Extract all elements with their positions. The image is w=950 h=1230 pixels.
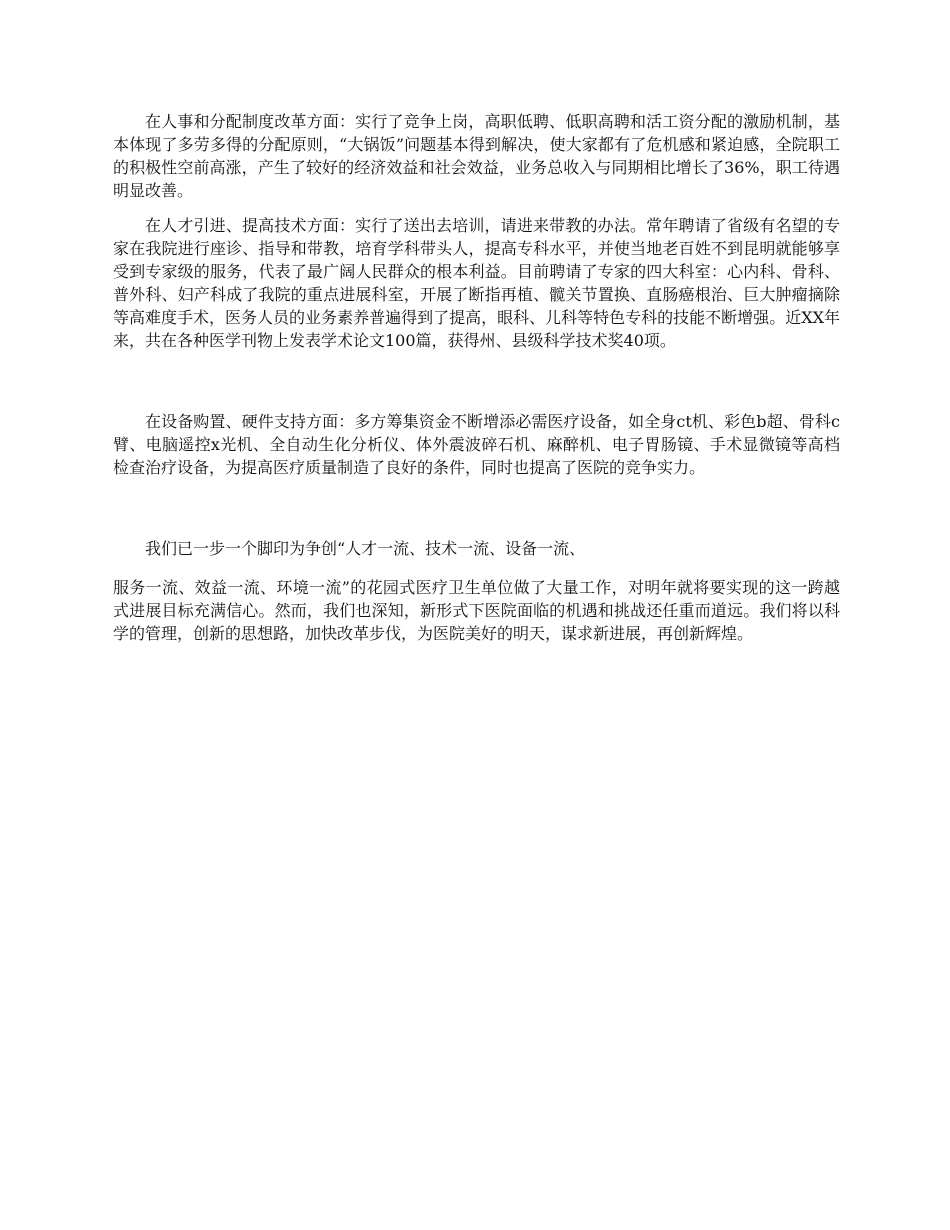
paragraph-personnel-reform: 在人事和分配制度改革方面：实行了竞争上岗，高职低聘、低职高聘和活工资分配的激励机制，基本体现了多劳多得的分配原则，“大锅饭”问题基本得到解决，使大家都有了危机感和紧迫感，全院职工的积极性空前高涨，产生了较好的经济效益和社会效益，业务总收入与同期相比增长了36%，职工待遇明显改善。 — [113, 112, 840, 200]
paragraph-goal-continuation: 服务一流、效益一流、环境一流”的花园式医疗卫生单位做了大量工作，对明年就将要实现的这一跨越式进展目标充满信心。然而，我们也深知，新形式下医院面临的机遇和挑战还任重而道远。我们将以科学的管理，创新的思想路，加快改革步伐，为医院美好的明天，谋求新进展，再创新辉煌。 — [113, 578, 840, 643]
paragraph-talent-technology: 在人才引进、提高技术方面：实行了送出去培训，请进来带教的办法。常年聘请了省级有名望的专家在我院进行座诊、指导和带教，培育学科带头人，提高专科水平，并使当地老百姓不到昆明就能够享受到专家级的服务，代表了最广阔人民群众的根本利益。目前聘请了专家的四大科室：心内科、骨科、普外科、妇产科成了我院的重点进展科室，开展了断指再植、髋关节置换、直肠癌根治、巨大肿瘤摘除等高难度手术，医务人员的业务素养普遍得到了提高，眼科、儿科等特色专科的技能不断增强。近XX年来，共在各种医学刊物上发表学术论文100篇，获得州、县级科学技术奖40项。 — [113, 216, 840, 350]
paragraph-goal-intro: 我们已一步一个脚印为争创“人才一流、技术一流、设备一流、 — [145, 539, 586, 558]
paragraph-equipment-hardware: 在设备购置、硬件支持方面：多方筹集资金不断增添必需医疗设备，如全身ct机、彩色b超、骨科c臂、电脑遥控x光机、全自动生化分析仪、体外震波碎石机、麻醉机、电子胃肠镜、手术显微镜等高档检查治疗设备，为提高医疗质量制造了良好的条件，同时也提高了医院的竞争实力。 — [113, 412, 840, 477]
document-page — [113, 110, 840, 645]
